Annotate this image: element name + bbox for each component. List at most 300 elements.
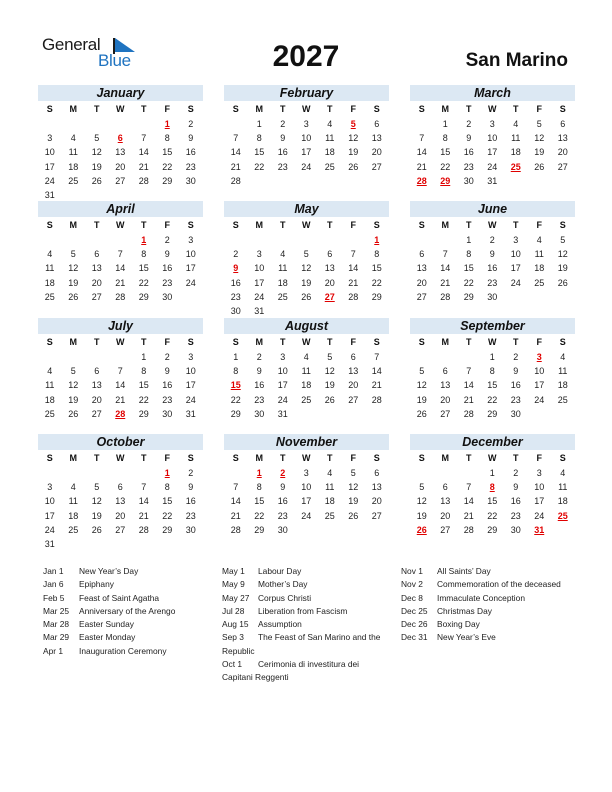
date-cell: 22	[254, 510, 265, 521]
date-cell: 11	[558, 482, 568, 493]
empty-cell	[457, 350, 481, 364]
date-cell: 31	[185, 408, 196, 419]
date-cell: 6	[419, 249, 425, 260]
holiday-date-cell: 28	[416, 175, 427, 186]
holiday-date: Aug 15	[222, 619, 249, 630]
date-cell: 28	[463, 408, 474, 419]
date-cell: 28	[230, 524, 241, 535]
weekday-label: T	[466, 220, 472, 230]
weekday-label: S	[187, 104, 194, 114]
weekday-label: T	[141, 220, 147, 230]
weekday-label: W	[116, 220, 125, 230]
date-cell: 5	[350, 468, 356, 478]
weekday-label: T	[327, 220, 333, 230]
weekday-label: W	[488, 104, 497, 114]
holiday-date: Oct 1	[222, 659, 243, 670]
date-cell: 17	[44, 161, 55, 172]
holiday-date: Feb 5	[43, 592, 65, 603]
date-cell: 8	[466, 249, 472, 260]
date-cell: 29	[254, 524, 265, 535]
date-cell: 25	[44, 291, 55, 302]
empty-cell	[109, 117, 133, 131]
date-cell: 3	[188, 235, 194, 245]
date-cell: 25	[277, 291, 288, 302]
date-cell: 2	[466, 119, 472, 129]
calendar-year: 2027	[272, 40, 340, 73]
date-cell: 27	[115, 524, 126, 535]
weekday-label: S	[232, 104, 239, 114]
date-cell: 26	[348, 161, 359, 172]
holiday-date: Dec 26	[401, 619, 428, 630]
holiday-date: Nov 2	[401, 579, 423, 590]
month-may	[224, 201, 389, 318]
month-title: June	[410, 201, 575, 217]
date-cell: 25	[301, 394, 312, 405]
date-cell: 26	[348, 510, 359, 521]
empty-cell	[224, 466, 248, 480]
empty-cell	[109, 466, 133, 480]
date-cell: 13	[115, 147, 126, 158]
date-cell: 21	[115, 277, 126, 288]
date-cell: 20	[115, 510, 126, 521]
date-cell: 23	[230, 291, 241, 302]
date-cell: 6	[560, 119, 566, 129]
date-cell: 17	[44, 510, 55, 521]
country-name: San Marino	[465, 50, 568, 71]
date-cell: 13	[440, 380, 451, 391]
date-cell: 27	[91, 408, 102, 419]
date-cell: 14	[138, 496, 149, 507]
holiday-date-cell: 1	[256, 468, 262, 478]
month-title: July	[38, 318, 203, 334]
month-title: January	[38, 85, 203, 101]
date-cell: 13	[348, 366, 359, 377]
date-cell: 17	[185, 263, 196, 274]
logo-text-general: General	[42, 35, 101, 54]
date-cell: 14	[115, 263, 126, 274]
date-cell: 29	[230, 408, 241, 419]
date-cell: 23	[277, 161, 288, 172]
logo-text-blue: Blue	[98, 51, 131, 70]
date-cell: 31	[44, 189, 55, 200]
date-cell: 17	[185, 380, 196, 391]
holiday-name: Commemoration of the deceased	[437, 579, 561, 590]
date-cell: 29	[487, 408, 498, 419]
weekday-label: M	[441, 220, 449, 230]
date-cell: 8	[489, 366, 495, 377]
weekday-label: T	[327, 453, 333, 463]
holiday-date-cell: 8	[489, 482, 495, 493]
date-cell: 16	[487, 263, 498, 274]
date-cell: 4	[47, 249, 53, 260]
date-cell: 10	[185, 249, 196, 260]
date-cell: 18	[44, 277, 55, 288]
date-cell: 11	[511, 133, 521, 144]
weekday-label: F	[164, 337, 170, 347]
date-cell: 29	[138, 408, 149, 419]
date-cell: 2	[489, 235, 495, 245]
weekday-label: F	[536, 104, 542, 114]
date-cell: 22	[254, 161, 265, 172]
empty-cell	[132, 117, 156, 131]
date-cell: 27	[348, 394, 359, 405]
weekday-label: M	[69, 337, 77, 347]
date-cell: 24	[44, 175, 55, 186]
date-cell: 11	[45, 263, 55, 274]
date-cell: 15	[162, 496, 173, 507]
date-cell: 24	[254, 291, 265, 302]
date-cell: 11	[325, 133, 335, 144]
holiday-date: Mar 25	[43, 605, 70, 616]
date-cell: 20	[371, 496, 382, 507]
date-cell: 17	[301, 496, 312, 507]
month-title: October	[38, 434, 203, 450]
empty-cell	[85, 350, 109, 364]
date-cell: 24	[185, 394, 196, 405]
empty-cell	[38, 350, 62, 364]
date-cell: 17	[301, 147, 312, 158]
date-cell: 15	[487, 380, 498, 391]
holiday-date: Sep 3	[222, 632, 244, 643]
date-cell: 10	[44, 147, 55, 158]
date-cell: 8	[233, 366, 239, 377]
weekday-label: T	[94, 337, 100, 347]
date-cell: 9	[164, 366, 170, 377]
date-cell: 3	[47, 482, 53, 493]
date-cell: 28	[138, 524, 149, 535]
date-cell: 29	[162, 175, 173, 186]
date-cell: 2	[164, 352, 170, 362]
holiday-date-cell: 1	[164, 119, 170, 129]
date-cell: 10	[534, 482, 545, 493]
date-cell: 21	[230, 510, 241, 521]
empty-cell	[434, 466, 458, 480]
weekday-label: S	[232, 220, 239, 230]
date-cell: 5	[560, 235, 566, 245]
date-cell: 6	[327, 249, 333, 260]
date-cell: 25	[534, 277, 545, 288]
empty-cell	[410, 117, 434, 131]
month-august	[224, 318, 389, 421]
holiday-name: Anniversary of the Arengo	[79, 605, 176, 616]
date-cell: 16	[162, 380, 173, 391]
holiday-date: Jan 6	[43, 579, 64, 590]
weekday-label: M	[441, 453, 449, 463]
date-cell: 3	[280, 352, 286, 362]
date-cell: 12	[348, 482, 359, 493]
date-cell: 30	[162, 291, 173, 302]
weekday-label: F	[350, 220, 356, 230]
empty-cell	[85, 117, 109, 131]
holiday-date-cell: 1	[374, 235, 380, 245]
date-cell: 12	[416, 380, 427, 391]
date-cell: 16	[277, 496, 288, 507]
date-cell: 23	[254, 394, 265, 405]
date-cell: 11	[558, 366, 568, 377]
date-cell: 25	[68, 175, 79, 186]
date-cell: 20	[371, 147, 382, 158]
date-cell: 16	[463, 147, 474, 158]
date-cell: 26	[416, 408, 427, 419]
date-cell: 12	[534, 133, 545, 144]
date-cell: 16	[254, 380, 265, 391]
month-title: March	[410, 85, 575, 101]
date-cell: 12	[348, 133, 359, 144]
date-cell: 4	[70, 482, 76, 493]
date-cell: 28	[230, 175, 241, 186]
weekday-label: T	[466, 453, 472, 463]
date-cell: 19	[91, 161, 102, 172]
date-cell: 17	[487, 147, 498, 158]
date-cell: 27	[371, 510, 382, 521]
weekday-label: M	[255, 337, 263, 347]
month-title: April	[38, 201, 203, 217]
date-cell: 7	[233, 133, 239, 144]
date-cell: 26	[68, 291, 79, 302]
weekday-label: T	[327, 104, 333, 114]
month-day-grid	[38, 450, 203, 551]
empty-cell	[271, 233, 295, 247]
date-cell: 9	[513, 366, 519, 377]
date-cell: 22	[230, 394, 241, 405]
weekday-label: F	[536, 220, 542, 230]
date-cell: 13	[416, 263, 427, 274]
holiday-list-item	[401, 605, 576, 618]
date-cell: 15	[440, 147, 451, 158]
date-cell: 23	[162, 277, 173, 288]
holiday-date-cell: 2	[280, 468, 286, 478]
weekday-label: T	[466, 337, 472, 347]
weekday-label: W	[302, 453, 311, 463]
weekday-label: F	[164, 453, 170, 463]
date-cell: 2	[233, 249, 239, 260]
weekday-label: M	[69, 104, 77, 114]
date-cell: 7	[141, 482, 147, 493]
date-cell: 23	[185, 510, 196, 521]
date-cell: 21	[115, 394, 126, 405]
date-cell: 26	[301, 291, 312, 302]
date-cell: 28	[371, 394, 382, 405]
date-cell: 17	[277, 380, 288, 391]
date-cell: 9	[164, 249, 170, 260]
holiday-list-item	[43, 631, 213, 644]
holiday-name: Mother’s Day	[258, 579, 308, 590]
month-july	[38, 318, 203, 421]
empty-cell	[248, 233, 272, 247]
date-cell: 8	[442, 133, 448, 144]
date-cell: 13	[557, 133, 568, 144]
weekday-label: T	[94, 453, 100, 463]
date-cell: 28	[115, 291, 126, 302]
date-cell: 2	[280, 119, 286, 129]
date-cell: 4	[327, 119, 333, 129]
holiday-name: The Feast of San Marino and the Republic	[222, 632, 381, 656]
holiday-list-item	[401, 618, 576, 631]
date-cell: 3	[47, 133, 53, 144]
date-cell: 1	[141, 352, 147, 362]
date-cell: 17	[534, 380, 545, 391]
date-cell: 9	[256, 366, 262, 377]
date-cell: 19	[324, 380, 335, 391]
empty-cell	[224, 233, 248, 247]
weekday-label: W	[488, 220, 497, 230]
date-cell: 22	[463, 277, 474, 288]
date-cell: 15	[162, 147, 173, 158]
month-april	[38, 201, 203, 304]
date-cell: 5	[536, 119, 542, 129]
weekday-label: F	[536, 453, 542, 463]
date-cell: 15	[138, 380, 149, 391]
date-cell: 24	[534, 510, 545, 521]
date-cell: 27	[440, 524, 451, 535]
date-cell: 30	[463, 175, 474, 186]
holiday-date-cell: 28	[115, 408, 126, 419]
date-cell: 20	[440, 510, 451, 521]
empty-cell	[109, 233, 133, 247]
date-cell: 22	[371, 277, 382, 288]
weekday-label: F	[536, 337, 542, 347]
date-cell: 19	[557, 263, 568, 274]
month-title: September	[410, 318, 575, 334]
weekday-label: T	[280, 453, 286, 463]
date-cell: 13	[371, 133, 382, 144]
month-november	[224, 434, 389, 537]
month-day-grid	[38, 101, 203, 202]
weekday-label: S	[559, 337, 566, 347]
holiday-name: All Saints’ Day	[437, 566, 491, 576]
weekday-label: W	[488, 453, 497, 463]
date-cell: 18	[510, 147, 521, 158]
date-cell: 18	[301, 380, 312, 391]
date-cell: 29	[487, 524, 498, 535]
date-cell: 24	[44, 524, 55, 535]
holiday-name: Cerimonia di investitura dei Capitani Reggenti	[222, 659, 360, 683]
date-cell: 18	[557, 380, 568, 391]
weekday-label: T	[513, 104, 519, 114]
date-cell: 19	[348, 147, 359, 158]
date-cell: 23	[510, 394, 521, 405]
date-cell: 29	[162, 524, 173, 535]
date-cell: 3	[303, 468, 309, 478]
date-cell: 21	[230, 161, 241, 172]
date-cell: 14	[115, 380, 126, 391]
weekday-label: T	[513, 220, 519, 230]
date-cell: 21	[416, 161, 427, 172]
date-cell: 14	[371, 366, 382, 377]
weekday-label: T	[141, 453, 147, 463]
holiday-date-cell: 15	[230, 380, 241, 391]
weekday-label: S	[373, 453, 380, 463]
date-cell: 1	[442, 119, 448, 129]
weekday-label: M	[69, 220, 77, 230]
holiday-list-item	[222, 631, 392, 658]
weekday-label: S	[418, 337, 425, 347]
date-cell: 6	[442, 366, 448, 377]
date-cell: 30	[185, 524, 196, 535]
date-cell: 10	[487, 133, 498, 144]
weekday-label: M	[441, 337, 449, 347]
weekday-label: S	[559, 104, 566, 114]
empty-cell	[410, 466, 434, 480]
date-cell: 6	[350, 352, 356, 362]
month-day-grid	[224, 101, 389, 188]
date-cell: 24	[301, 161, 312, 172]
date-cell: 10	[510, 249, 521, 260]
date-cell: 28	[463, 524, 474, 535]
month-september	[410, 318, 575, 421]
date-cell: 18	[277, 277, 288, 288]
date-cell: 26	[324, 394, 335, 405]
holiday-date-cell: 9	[233, 263, 239, 274]
date-cell: 9	[489, 249, 495, 260]
date-cell: 8	[164, 133, 170, 144]
date-cell: 21	[138, 510, 149, 521]
empty-cell	[38, 466, 62, 480]
date-cell: 20	[557, 147, 568, 158]
date-cell: 6	[374, 468, 380, 478]
date-cell: 31	[277, 408, 288, 419]
date-cell: 4	[560, 352, 566, 362]
month-title: December	[410, 434, 575, 450]
empty-cell	[410, 233, 434, 247]
date-cell: 2	[188, 119, 194, 129]
date-cell: 6	[117, 482, 123, 493]
date-cell: 18	[324, 496, 335, 507]
date-cell: 27	[91, 291, 102, 302]
weekday-label: M	[255, 453, 263, 463]
date-cell: 24	[301, 510, 312, 521]
date-cell: 2	[256, 352, 262, 362]
holiday-list-item	[222, 565, 392, 578]
date-cell: 12	[68, 380, 79, 391]
date-cell: 12	[68, 263, 79, 274]
date-cell: 18	[324, 147, 335, 158]
holiday-date: Mar 28	[43, 619, 70, 630]
date-cell: 27	[115, 175, 126, 186]
holiday-name: New Year’s Eve	[437, 632, 496, 643]
date-cell: 9	[280, 482, 286, 493]
holiday-list-item	[222, 578, 392, 591]
date-cell: 7	[374, 352, 380, 362]
date-cell: 26	[68, 408, 79, 419]
date-cell: 5	[327, 352, 333, 362]
weekday-label: F	[350, 104, 356, 114]
date-cell: 16	[185, 147, 196, 158]
holiday-date: May 1	[222, 566, 245, 576]
date-cell: 5	[70, 366, 76, 377]
month-february	[224, 85, 389, 188]
date-cell: 21	[371, 380, 382, 391]
holiday-list-item	[43, 605, 213, 618]
date-cell: 26	[557, 277, 568, 288]
date-cell: 22	[138, 277, 149, 288]
holiday-date: May 9	[222, 579, 245, 590]
empty-cell	[342, 233, 366, 247]
holiday-date-cell: 3	[536, 352, 542, 362]
date-cell: 4	[513, 119, 519, 129]
month-day-grid	[224, 217, 389, 318]
empty-cell	[109, 350, 133, 364]
month-day-grid	[410, 217, 575, 304]
weekday-label: F	[164, 104, 170, 114]
date-cell: 22	[162, 161, 173, 172]
weekday-label: S	[418, 104, 425, 114]
date-cell: 20	[115, 161, 126, 172]
weekday-label: S	[187, 337, 194, 347]
date-cell: 24	[510, 277, 521, 288]
date-cell: 9	[513, 482, 519, 493]
date-cell: 20	[440, 394, 451, 405]
